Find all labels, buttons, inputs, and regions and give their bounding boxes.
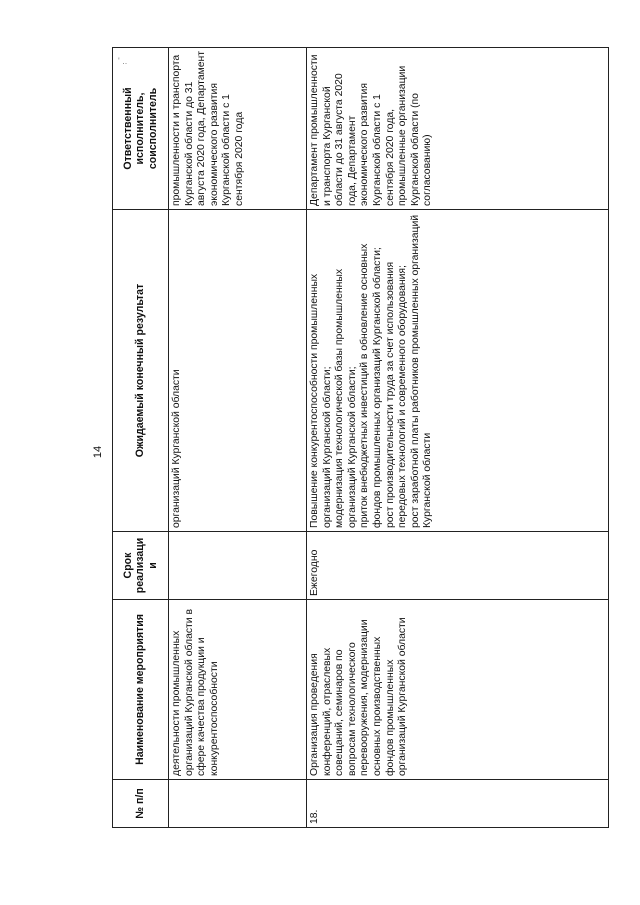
header-name: Наименование мероприятия	[113, 600, 169, 780]
measures-table	[112, 47, 609, 828]
header-responsible: Ответственный исполнитель, соисполнитель	[113, 48, 169, 210]
rotated-table-container	[112, 48, 608, 828]
cell-term: Ежегодно	[307, 532, 609, 600]
cell-name: деятельности промышленных организаций Курганской области в сфере качества продукции и конкурентоспособности	[169, 600, 307, 780]
header-term: Срок реализации	[113, 532, 169, 600]
cell-responsible: Департамент промышленности и транспорта Курганской области до 31 августа 2020 года, Департамент экономического развития Курганской области с 1 сентября 2020 года, промышленные организации Курганской области (по согласованию)	[307, 48, 609, 210]
table-header-row	[113, 48, 169, 828]
cell-result: организаций Курганской области	[169, 210, 307, 532]
table-row	[307, 48, 609, 828]
cell-term	[169, 532, 307, 600]
cell-num: 18.	[307, 780, 609, 828]
table-row	[169, 48, 307, 828]
cell-result: Повышение конкурентоспособности промышленных организаций Курганской области; модернизация технологической базы промышленных организаций Курганской области; приток внебюджетных инвестиций в обновление основных фондов промышленных организаций Курганской области; рост производительности труда за счет использования передовых технологий и современного оборудования; рост заработной платы работников промышленных организаций Курганской области	[307, 210, 609, 532]
page-number: 14	[92, 445, 105, 459]
header-result: Ожидаемый конечный результат	[113, 210, 169, 532]
scan-corner-mark: ' ..	[118, 56, 128, 66]
cell-num	[169, 780, 307, 828]
header-num: № п/п	[113, 780, 169, 828]
cell-name: Организация проведения конференций, отраслевых совещаний, семинаров по вопросам технологического перевооружения, модернизации основных производственных фондов промышленных организаций Курганской области	[307, 600, 609, 780]
cell-responsible: промышленности и транспорта Курганской области до 31 августа 2020 года, Департамент экономического развития Курганской области с 1 сентября 2020 года	[169, 48, 307, 210]
